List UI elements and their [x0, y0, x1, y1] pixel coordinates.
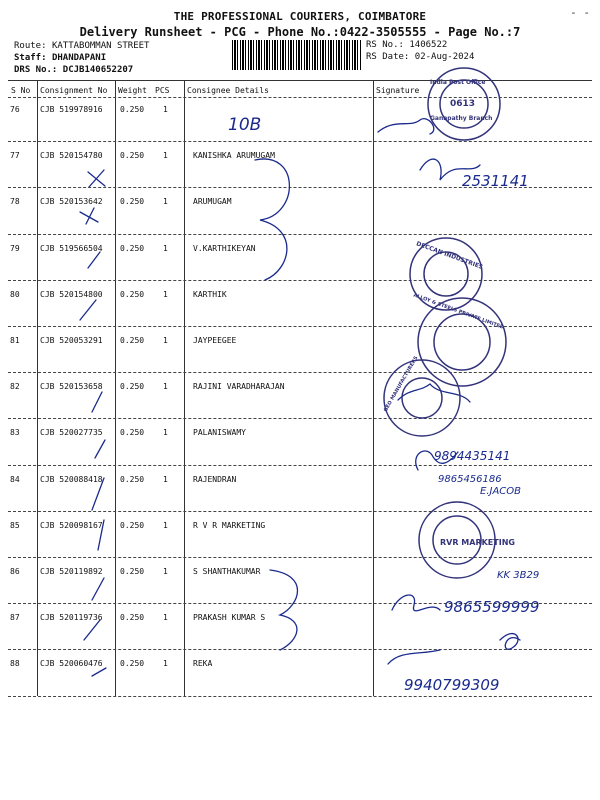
rs-no-value: 1406522: [409, 40, 448, 50]
col-header-consignment: Consignment No: [40, 86, 108, 95]
sig84-phone: 9894435141: [434, 449, 511, 463]
tick-85: [98, 520, 104, 550]
row-weight: 0.250: [120, 474, 145, 484]
sig84-phone2: 9865456186: [438, 474, 502, 485]
row-weight: 0.250: [120, 613, 145, 623]
row-consignee: R V R MARKETING: [193, 520, 266, 530]
stamp1-number: 0613: [450, 99, 476, 109]
stamp4-text: GEO MANUFACTURERS: [382, 355, 420, 413]
tick-88: [92, 668, 106, 676]
row-consignment-no: CJB 520154800: [40, 289, 103, 299]
row-pcs: 1: [163, 613, 168, 623]
row-pcs: 1: [163, 567, 168, 576]
row-pcs: 1: [163, 382, 168, 392]
stamp3-text: ALLOY & STEELS PRIVATE LIMITED: [412, 292, 505, 331]
row-consignment-no: CJB 520027735: [40, 428, 103, 438]
row-weight: 0.250: [120, 289, 145, 299]
row-consignment-no: CJB 520153642: [40, 197, 103, 207]
row-consignment-no: CJB 520088418: [40, 474, 103, 484]
row-consignment-no: CJB 520053291: [40, 336, 103, 345]
row-weight: 0.250: [120, 428, 145, 438]
row-pcs: 1: [163, 243, 168, 253]
row-weight: 0.250: [120, 197, 145, 207]
row-consignment-no: CJB 519566504: [40, 243, 103, 253]
tick-86: [92, 578, 104, 600]
row-pcs: 1: [163, 289, 168, 299]
row-sno: 83: [10, 428, 20, 438]
stamp1-text: India Post Office: [430, 79, 486, 86]
corner-mark: - -: [570, 6, 590, 19]
tick-82: [92, 392, 102, 412]
route-label: Route:: [14, 41, 47, 51]
bracket-scribble-top: [255, 159, 289, 280]
row-consignee: S SHANTHAKUMAR: [193, 567, 261, 576]
row-sno: 85: [10, 520, 20, 530]
row-sno: 76: [10, 105, 20, 114]
bracket-scribble-bottom: [270, 570, 298, 650]
tick-79: [88, 252, 100, 268]
row-consignee: ARUMUGAM: [193, 197, 232, 207]
row-consignment-no: CJB 520119892: [40, 567, 103, 576]
row-pcs: 1: [163, 336, 168, 345]
stamp5-text: RVR MARKETING: [440, 538, 515, 547]
row-sno: 79: [10, 243, 20, 253]
row-sno: 84: [10, 474, 20, 484]
col-header-consignee: Consignee Details: [187, 86, 269, 95]
row-weight: 0.250: [120, 105, 145, 114]
staff-value: DHANDAPANI: [51, 53, 107, 63]
rs-no-label: RS No.:: [366, 40, 404, 50]
row-weight: 0.250: [120, 151, 145, 161]
row-weight: 0.250: [120, 567, 145, 576]
company-title: THE PROFESSIONAL COURIERS, COIMBATORE: [173, 10, 427, 23]
row-sno: 86: [10, 567, 20, 576]
row-consignee: JAYPEEGEE: [193, 336, 237, 345]
sig77-number: 2531141: [462, 172, 529, 190]
rs-date-label: RS Date:: [366, 52, 410, 62]
row-consignee: KANISHKA ARUMUGAM: [193, 151, 275, 161]
cross-mark-78: [80, 208, 98, 224]
row-sno: 88: [10, 659, 20, 669]
row-pcs: 1: [163, 659, 168, 669]
row-consignee: KARTHIK: [193, 289, 227, 299]
row-consignee: RAJENDRAN: [193, 474, 237, 484]
row-pcs: 1: [163, 105, 168, 114]
row-pcs: 1: [163, 197, 168, 207]
col-header-weight: Weight: [118, 86, 147, 95]
row-pcs: 1: [163, 474, 168, 484]
row-sno: 82: [10, 382, 20, 392]
row-consignee: PALANISWAMY: [193, 428, 246, 438]
row-consignee: REKA: [193, 659, 213, 669]
row-pcs: 1: [163, 428, 168, 438]
drs-label: DRS No.:: [14, 65, 58, 75]
tick-84: [92, 478, 104, 510]
route-value: KATTABOMMAN STREET: [51, 41, 150, 51]
row-consignee: PRAKASH KUMAR S: [193, 613, 266, 623]
runsheet-title: Delivery Runsheet - PCG - Phone No.:0422-3505555 - Page No.:7: [79, 25, 521, 39]
row-consignment-no: CJB 520153658: [40, 382, 103, 392]
row-consignment-no: CJB 520119736: [40, 613, 103, 623]
row-consignment-no: CJB 520154780: [40, 151, 103, 161]
stamp1-branch: Ganapathy Branch: [430, 115, 493, 122]
row-consignment-no: CJB 520098167: [40, 520, 103, 530]
signature-87: [392, 595, 440, 611]
row-pcs: 1: [163, 151, 168, 161]
sig86-note: KK 3B29: [497, 570, 540, 581]
col-header-pcs: PCS: [155, 86, 170, 95]
cross-mark-77: [88, 170, 105, 187]
row-consignee: V.KARTHIKEYAN: [193, 243, 256, 253]
tick-80: [80, 300, 96, 320]
signature-88: [388, 650, 440, 664]
row-weight: 0.250: [120, 659, 145, 669]
row-weight: 0.250: [120, 243, 145, 253]
drs-value: DCJB140652207: [62, 65, 134, 75]
scribble-circle-87: [500, 634, 520, 650]
row-sno: 78: [10, 197, 20, 207]
staff-label: Staff:: [14, 53, 47, 63]
col-header-signature: Signature: [376, 86, 420, 95]
row-pcs: 1: [163, 520, 168, 530]
sig87-phone: 9865599999: [444, 598, 540, 616]
row-weight: 0.250: [120, 520, 145, 530]
row-weight: 0.250: [120, 382, 145, 392]
row-weight: 0.250: [120, 336, 145, 345]
room-note: 10B: [228, 115, 262, 135]
sig84-name: E.JACOB: [480, 486, 522, 497]
row-sno: 87: [10, 613, 20, 623]
row-sno: 81: [10, 336, 20, 345]
row-consignment-no: CJB 520060476: [40, 659, 103, 669]
row-consignment-no: CJB 519978916: [40, 105, 103, 114]
sig88-phone: 9940799309: [404, 676, 500, 694]
row-consignee: RAJINI VARADHARAJAN: [193, 382, 285, 392]
stamp2-text: DECCAN INDUSTRIES: [415, 240, 484, 272]
tick-87: [84, 620, 100, 640]
rs-date-value: 02-Aug-2024: [414, 52, 475, 62]
row-sno: 77: [10, 151, 20, 161]
tick-83: [95, 440, 105, 458]
col-header-sno: S No: [11, 86, 31, 95]
row-sno: 80: [10, 289, 20, 299]
signature-76: [378, 119, 434, 134]
